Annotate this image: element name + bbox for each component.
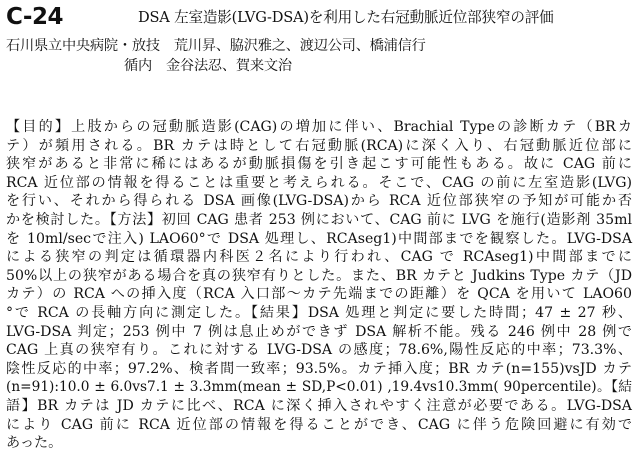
affiliation-line-1: 石川県立中央病院・放技 荒川昇、脇沢雅之、渡辺公司、橋浦信行 (6, 38, 426, 54)
abstract-title: DSA 左室造影(LVG-DSA)を利用した右冠動脈近位部狭窄の評価 (138, 9, 554, 26)
abstract-line: テ）が頻用される。BR カテは時として右冠動脈(RCA)に深く入り、右冠動脈近位部に (6, 137, 632, 154)
abstract-line: RCA 近位部の情報を得ることは重要と考えられる。そこで、CAG の前に左室造影(LVG) (6, 174, 632, 191)
abstract-line: により CAG 前に RCA 近位部の情報を得ることができ、CAG に伴う危険回避に有効で (6, 416, 632, 433)
abstract-line: かを検討した。【方法】初回 CAG 患者 253 例において、CAG 前に LVG を施行(造影剤 35ml (6, 211, 632, 228)
abstract-code: C-24 (6, 4, 63, 30)
affiliation-line-2: 循内 金谷法忍、賀来文治 (124, 58, 292, 74)
abstract-line: を行い、それから得られる DSA 画像(LVG-DSA)から RCA 近位部狭窄の予知が可能か否 (6, 193, 632, 210)
abstract-line: 語】BR カテは JD カテに比べ、RCA に深く挿入されやすく注意が必要である。LVG-DSA (6, 397, 632, 414)
abstract-line: 50%以上の狭窄がある場合を真の狭窄有りとした。また、BR カテと Judkins Type カテ（JD (6, 267, 632, 284)
abstract-line: 陰性反応的中率；97.2%、検者間一致率；93.5%。カテ挿入度；BR カテ(n=155)vsJD カテ (6, 360, 632, 377)
abstract-line: 狭窄があると非常に稀にはあるが動脈損傷を引き起こす可能性もある。故に CAG 前に (6, 156, 632, 173)
abstract-body (6, 118, 632, 453)
abstract-line: による狭窄の判定は循環器内科医２名により行われ、CAG で RCAseg1)中間部までに (6, 249, 632, 266)
abstract-line: °で RCA の長軸方向に測定した。【結果】DSA 処理と判定に要した時間；47 ± 27 秒、 (6, 304, 632, 321)
abstract-line: 【目的】上肢からの冠動脈造影(CAG)の増加に伴い、Brachial Typeの診断カテ（BRカ (6, 119, 632, 135)
abstract-line: (n=91):10.0 ± 6.0vs7.1 ± 3.3mm(mean ± SD,P<0.01) ,19.4vs10.3mm( 90percentile)。【結 (6, 379, 632, 396)
abstract-line: カテ）の RCA への挿入度（RCA 入口部～カテ先端までの距離）を QCA を用いて LAO60 (6, 286, 632, 303)
abstract-line: あった。 (6, 435, 63, 452)
abstract-line: LVG-DSA 判定；253 例中 7 例は息止めができず DSA 解析不能。残る 246 例中 28 例で (6, 323, 632, 340)
abstract-line: CAG 上真の狭窄有り。これに対する LVG-DSA の感度；78.6%,陽性反応的中率；73.3%、 (6, 342, 632, 359)
abstract-line: を 10ml/secで注入) LAO60°で DSA 処理し、RCAseg1)中間部までを観察した。LVG-DSA (6, 230, 632, 247)
